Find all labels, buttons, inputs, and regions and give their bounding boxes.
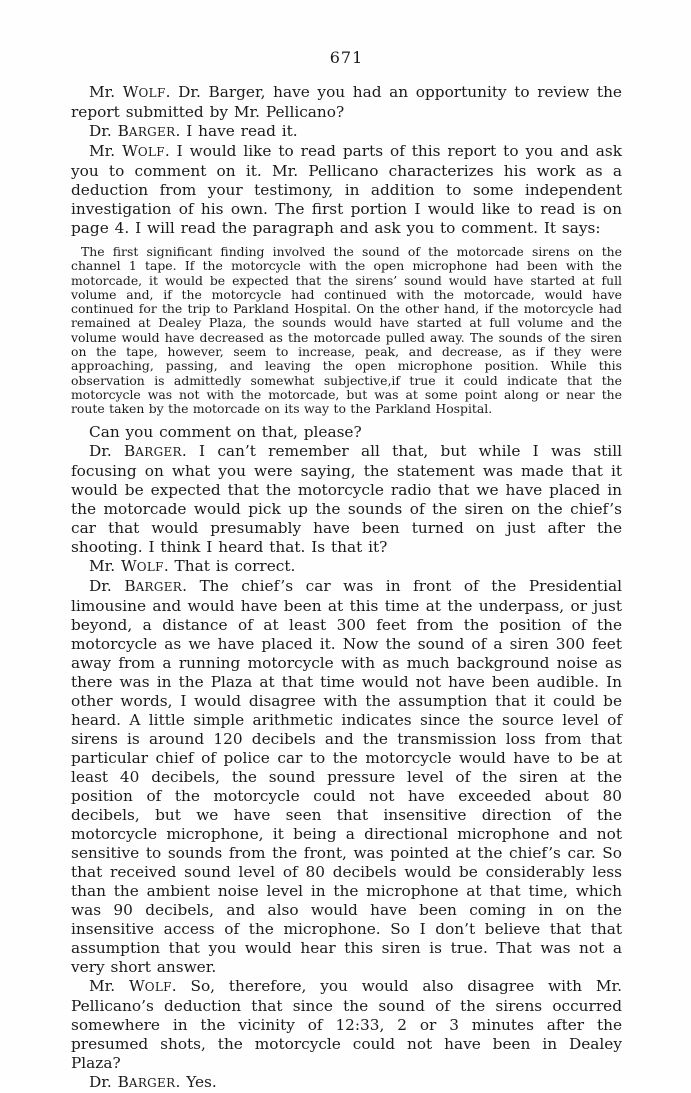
speaker-name: Dr. BARGER [89, 122, 176, 140]
dialogue-text: . Dr. Barger, have you had an opportunity to review the report submitted by Mr. Pellicano? [71, 83, 622, 121]
speaker-name: Dr. BARGER [89, 441, 182, 460]
speaker-name: Mr. WOLF [89, 83, 166, 101]
transcript-paragraph [71, 577, 622, 977]
dialogue-text: . The chief’s car was in front of the Presidential limousine and would have been at this time at the underpass, or just beyond, a distance of at least 300 feet from the position of the motorcycle as we have placed it. Now the sound of a siren 300 feet away from a running motorcycle with as much background noise as there was in the Plaza at that time would not have been audible. In other words, I would disagree with the assumption that it could be heard. A little simple arithmetic indicates since the source level of sirens is around 120 decibels and the transmission loss from that particular chief of police car to the motorcycle would have to be at least 40 decibels, the sound pressure level of the siren at the position of the motorcycle could not have exceeded about 80 decibels, but we have seen that insensitive direction of the motorcycle microphone, it being a directional microphone and not sensitive to sounds from the front, was pointed at the chief’s car. So that received sound level of 80 decibels would be considerably less than the ambient noise level in the microphone at that time, which was 90 decibels, and also would have been coming in on the insensitive access of the microphone. So I don’t believe that that assumption that you would hear this siren is true. That was not a very short answer. [71, 576, 622, 976]
speaker-name: Mr. WOLF [89, 142, 165, 160]
transcript-paragraph [71, 122, 622, 142]
transcript-paragraph [71, 977, 622, 1073]
speaker-name: Mr. WOLF [89, 976, 172, 995]
dialogue-text: . Yes. [175, 1072, 217, 1091]
dialogue-text: . I have read it. [175, 122, 298, 140]
speaker-name: Dr. BARGER [89, 576, 183, 595]
speaker-name: Mr. WOLF [89, 556, 164, 575]
transcript-paragraph [71, 442, 622, 557]
dialogue-text: . I would like to read parts of this report to you and ask you to comment on it. Mr. Pellicano characterizes his work as a deduction from your testimony, in addition to some independent investigation of his own. The first portion I would like to read is on page 4. I will read the paragraph and ask you to comment. It says: [71, 142, 622, 237]
transcript-paragraph [71, 1073, 622, 1093]
transcript-paragraph [71, 142, 622, 238]
speaker-name: Dr. BARGER [89, 1072, 176, 1091]
dialogue-text: . So, therefore, you would also disagree with Mr. Pellicano’s deduction that since the sound of the sirens occurred somewhere in the vicinity of 12:33, 2 or 3 minutes after the presumed shots, the motorcycle could not have been in Dealey Plaza? [71, 976, 622, 1072]
text-column [71, 48, 622, 1093]
report-excerpt-quote: The first significant finding involved the sound of the motorcade sirens on the channel 1 tape. If the motorcycle with the open microphone had been with the motorcade, it would be expected that the sirens’ sound would have started at full volume and, if the motorcycle had continued with the motorcade, would have continued for the trip to Parkland Hospital. On the other hand, if the motorcycle had remained at Dealey Plaza, the sounds would have started at full volume and the volume would have decreased as the motorcade pulled away. The sounds of the siren on the tape, however, seem to increase, peak, and decrease, as if they were approaching, passing, and leaving the open microphone position. While this observation is admittedly somewhat subjective,if true it could indicate that the motorcycle was not with the motorcade, but was at some point along or near the route taken by the motorcade on its way to the Parkland Hospital. [71, 244, 622, 417]
transcript-paragraph: Can you comment on that, please? [89, 422, 362, 441]
transcript-paragraph [71, 83, 622, 122]
transcript-paragraph [71, 557, 622, 577]
dialogue-text: . That is correct. [163, 556, 296, 575]
page-number: 671 [329, 48, 364, 67]
dialogue-text: . I can’t remember all that, but while I was still focusing on what you were saying, the statement was made that it would be expected that the motorcycle radio that we have placed in the motorcade would pick up the sounds of the siren on the chief’s car that would presumably have been turned on just after the shooting. I think I heard that. Is that it? [71, 441, 622, 556]
